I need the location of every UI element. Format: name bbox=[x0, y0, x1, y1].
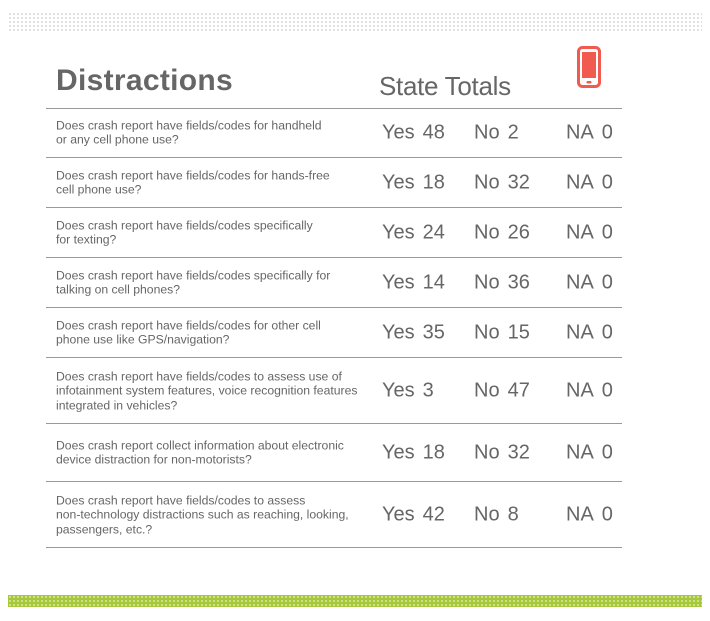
yes-label: Yes bbox=[382, 171, 415, 193]
no-value: 2 bbox=[507, 121, 519, 143]
yes-label: Yes bbox=[382, 441, 415, 463]
no-label: No bbox=[474, 221, 500, 243]
distractions-table bbox=[46, 108, 622, 548]
no-label: No bbox=[474, 441, 500, 463]
yes-label: Yes bbox=[382, 503, 415, 525]
no-label: No bbox=[474, 271, 500, 293]
no-count bbox=[474, 379, 530, 402]
na-label: NA bbox=[566, 171, 594, 193]
na-count bbox=[566, 321, 613, 344]
yes-count bbox=[382, 271, 445, 294]
na-value: 0 bbox=[601, 121, 613, 143]
table-row bbox=[46, 208, 622, 258]
no-label: No bbox=[474, 171, 500, 193]
yes-value: 35 bbox=[422, 321, 445, 343]
yes-value: 18 bbox=[422, 441, 445, 463]
table-row bbox=[46, 482, 622, 548]
table-row bbox=[46, 424, 622, 482]
na-count bbox=[566, 271, 613, 294]
no-label: No bbox=[474, 121, 500, 143]
na-count bbox=[566, 221, 613, 244]
yes-label: Yes bbox=[382, 121, 415, 143]
bottom-green-bar bbox=[8, 595, 702, 607]
question-text: Does crash report collect information about electronic device distraction for non-motorists? bbox=[56, 438, 344, 467]
yes-count bbox=[382, 441, 445, 464]
yes-value: 18 bbox=[422, 171, 445, 193]
table-row bbox=[46, 358, 622, 424]
na-count bbox=[566, 441, 613, 464]
yes-count bbox=[382, 379, 434, 402]
na-count bbox=[566, 503, 613, 526]
na-count bbox=[566, 121, 613, 144]
yes-label: Yes bbox=[382, 321, 415, 343]
no-value: 47 bbox=[507, 379, 530, 401]
yes-value: 48 bbox=[422, 121, 445, 143]
na-value: 0 bbox=[601, 221, 613, 243]
question-text: Does crash report have fields/codes for other cell phone use like GPS/navigation? bbox=[56, 318, 321, 347]
phone-screen bbox=[582, 52, 596, 78]
question-text: Does crash report have fields/codes to assess use of infotainment system features, voice recognition features integrated in vehicles? bbox=[56, 368, 358, 412]
table-row bbox=[46, 258, 622, 308]
na-value: 0 bbox=[601, 503, 613, 525]
na-label: NA bbox=[566, 271, 594, 293]
yes-count bbox=[382, 321, 445, 344]
na-label: NA bbox=[566, 221, 594, 243]
na-label: NA bbox=[566, 441, 594, 463]
no-value: 15 bbox=[507, 321, 530, 343]
yes-value: 14 bbox=[422, 271, 445, 293]
question-text: Does crash report have fields/codes specifically for talking on cell phones? bbox=[56, 268, 331, 297]
phone-button bbox=[587, 81, 592, 84]
yes-label: Yes bbox=[382, 221, 415, 243]
no-count bbox=[474, 221, 530, 244]
yes-count bbox=[382, 221, 445, 244]
table-row bbox=[46, 108, 622, 158]
na-value: 0 bbox=[601, 321, 613, 343]
na-value: 0 bbox=[601, 171, 613, 193]
na-label: NA bbox=[566, 503, 594, 525]
no-label: No bbox=[474, 503, 500, 525]
no-value: 26 bbox=[507, 221, 530, 243]
na-label: NA bbox=[566, 379, 594, 401]
top-dotted-border bbox=[8, 12, 702, 32]
no-count bbox=[474, 441, 530, 464]
state-totals-heading: State Totals bbox=[379, 71, 511, 101]
na-label: NA bbox=[566, 121, 594, 143]
na-value: 0 bbox=[601, 271, 613, 293]
table-row bbox=[46, 308, 622, 358]
yes-value: 42 bbox=[422, 503, 445, 525]
no-value: 32 bbox=[507, 441, 530, 463]
na-value: 0 bbox=[601, 441, 613, 463]
na-value: 0 bbox=[601, 379, 613, 401]
no-value: 8 bbox=[507, 503, 519, 525]
no-count bbox=[474, 121, 519, 144]
table-row bbox=[46, 158, 622, 208]
question-text: Does crash report have fields/codes for hands-free cell phone use? bbox=[56, 168, 330, 197]
yes-value: 3 bbox=[422, 379, 434, 401]
yes-count bbox=[382, 503, 445, 526]
no-count bbox=[474, 171, 530, 194]
page-title: Distractions bbox=[56, 64, 233, 97]
question-text: Does crash report have fields/codes specifically for texting? bbox=[56, 218, 313, 247]
yes-label: Yes bbox=[382, 379, 415, 401]
table-header bbox=[46, 60, 622, 109]
no-count bbox=[474, 503, 519, 526]
no-count bbox=[474, 321, 530, 344]
no-value: 32 bbox=[507, 171, 530, 193]
na-count bbox=[566, 171, 613, 194]
question-text: Does crash report have fields/codes to assess non-technology distractions such as reaching, looking, passengers, etc.? bbox=[56, 492, 349, 536]
na-count bbox=[566, 379, 613, 402]
no-label: No bbox=[474, 379, 500, 401]
yes-label: Yes bbox=[382, 271, 415, 293]
no-value: 36 bbox=[507, 271, 530, 293]
no-label: No bbox=[474, 321, 500, 343]
yes-value: 24 bbox=[422, 221, 445, 243]
na-label: NA bbox=[566, 321, 594, 343]
cell-phone-icon bbox=[577, 46, 601, 88]
yes-count bbox=[382, 121, 445, 144]
question-text: Does crash report have fields/codes for handheld or any cell phone use? bbox=[56, 118, 322, 147]
yes-count bbox=[382, 171, 445, 194]
no-count bbox=[474, 271, 530, 294]
